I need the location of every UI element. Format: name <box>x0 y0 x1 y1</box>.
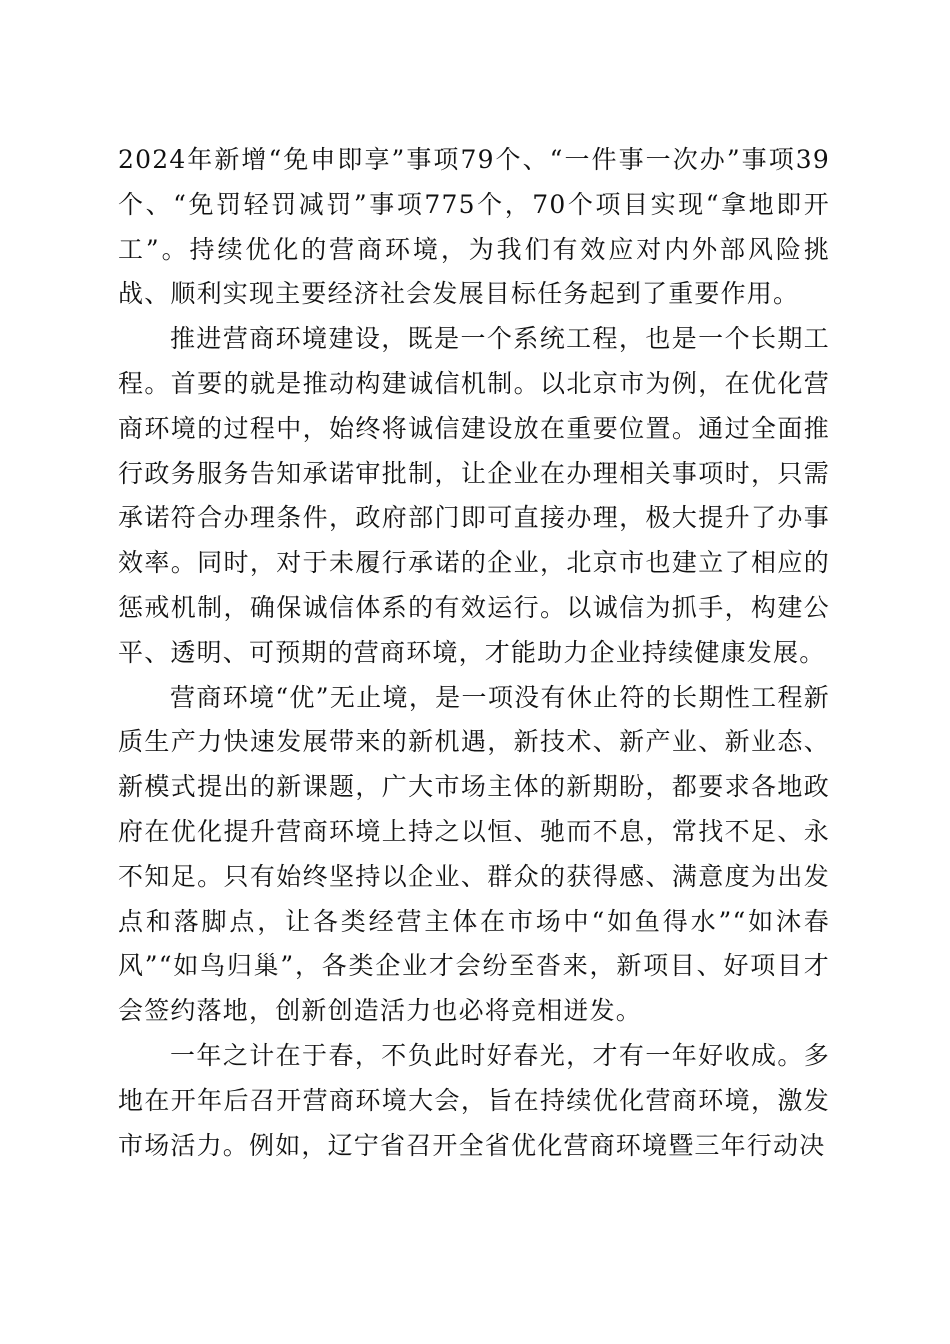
paragraph-2: 推进营商环境建设，既是一个系统工程，也是一个长期工程。首要的就是推动构建诚信机制。以北京市为例，在优化营商环境的过程中，始终将诚信建设放在重要位置。通过全面推行政务服务告知承诺审批制，让企业在办理相关事项时，只需承诺符合办理条件，政府部门即可直接办理，极大提升了办事效率。同时，对于未履行承诺的企业，北京市也建立了相应的惩戒机制，确保诚信体系的有效运行。以诚信为抓手，构建公平、透明、可预期的营商环境，才能助力企业持续健康发展。 <box>118 324 830 667</box>
paragraph-4: 一年之计在于春，不负此时好春光，才有一年好收成。多地在开年后召开营商环境大会，旨在持续优化营商环境，激发市场活力。例如，辽宁省召开全省优化营商环境暨三年行动决 <box>118 1040 830 1160</box>
paragraph-1: 2024年新增“免申即享”事项79个、“一件事一次办”事项39个、“免罚轻罚减罚”事项775个，70个项目实现“拿地即开工”。持续优化的营商环境，为我们有效应对内外部风险挑战、顺利实现主要经济社会发展目标任务起到了重要作用。 <box>118 145 830 309</box>
document-body <box>118 138 830 1168</box>
paragraph-3: 营商环境“优”无止境，是一项没有休止符的长期性工程新质生产力快速发展带来的新机遇，新技术、新产业、新业态、新模式提出的新课题，广大市场主体的新期盼，都要求各地政府在优化提升营商环境上持之以恒、驰而不息，常找不足、永不知足。只有始终坚持以企业、群众的获得感、满意度为出发点和落脚点，让各类经营主体在市场中“如鱼得水”“如沐春风”“如鸟归巢”，各类企业才会纷至沓来，新项目、好项目才会签约落地，创新创造活力也必将竞相迸发。 <box>118 682 830 1026</box>
